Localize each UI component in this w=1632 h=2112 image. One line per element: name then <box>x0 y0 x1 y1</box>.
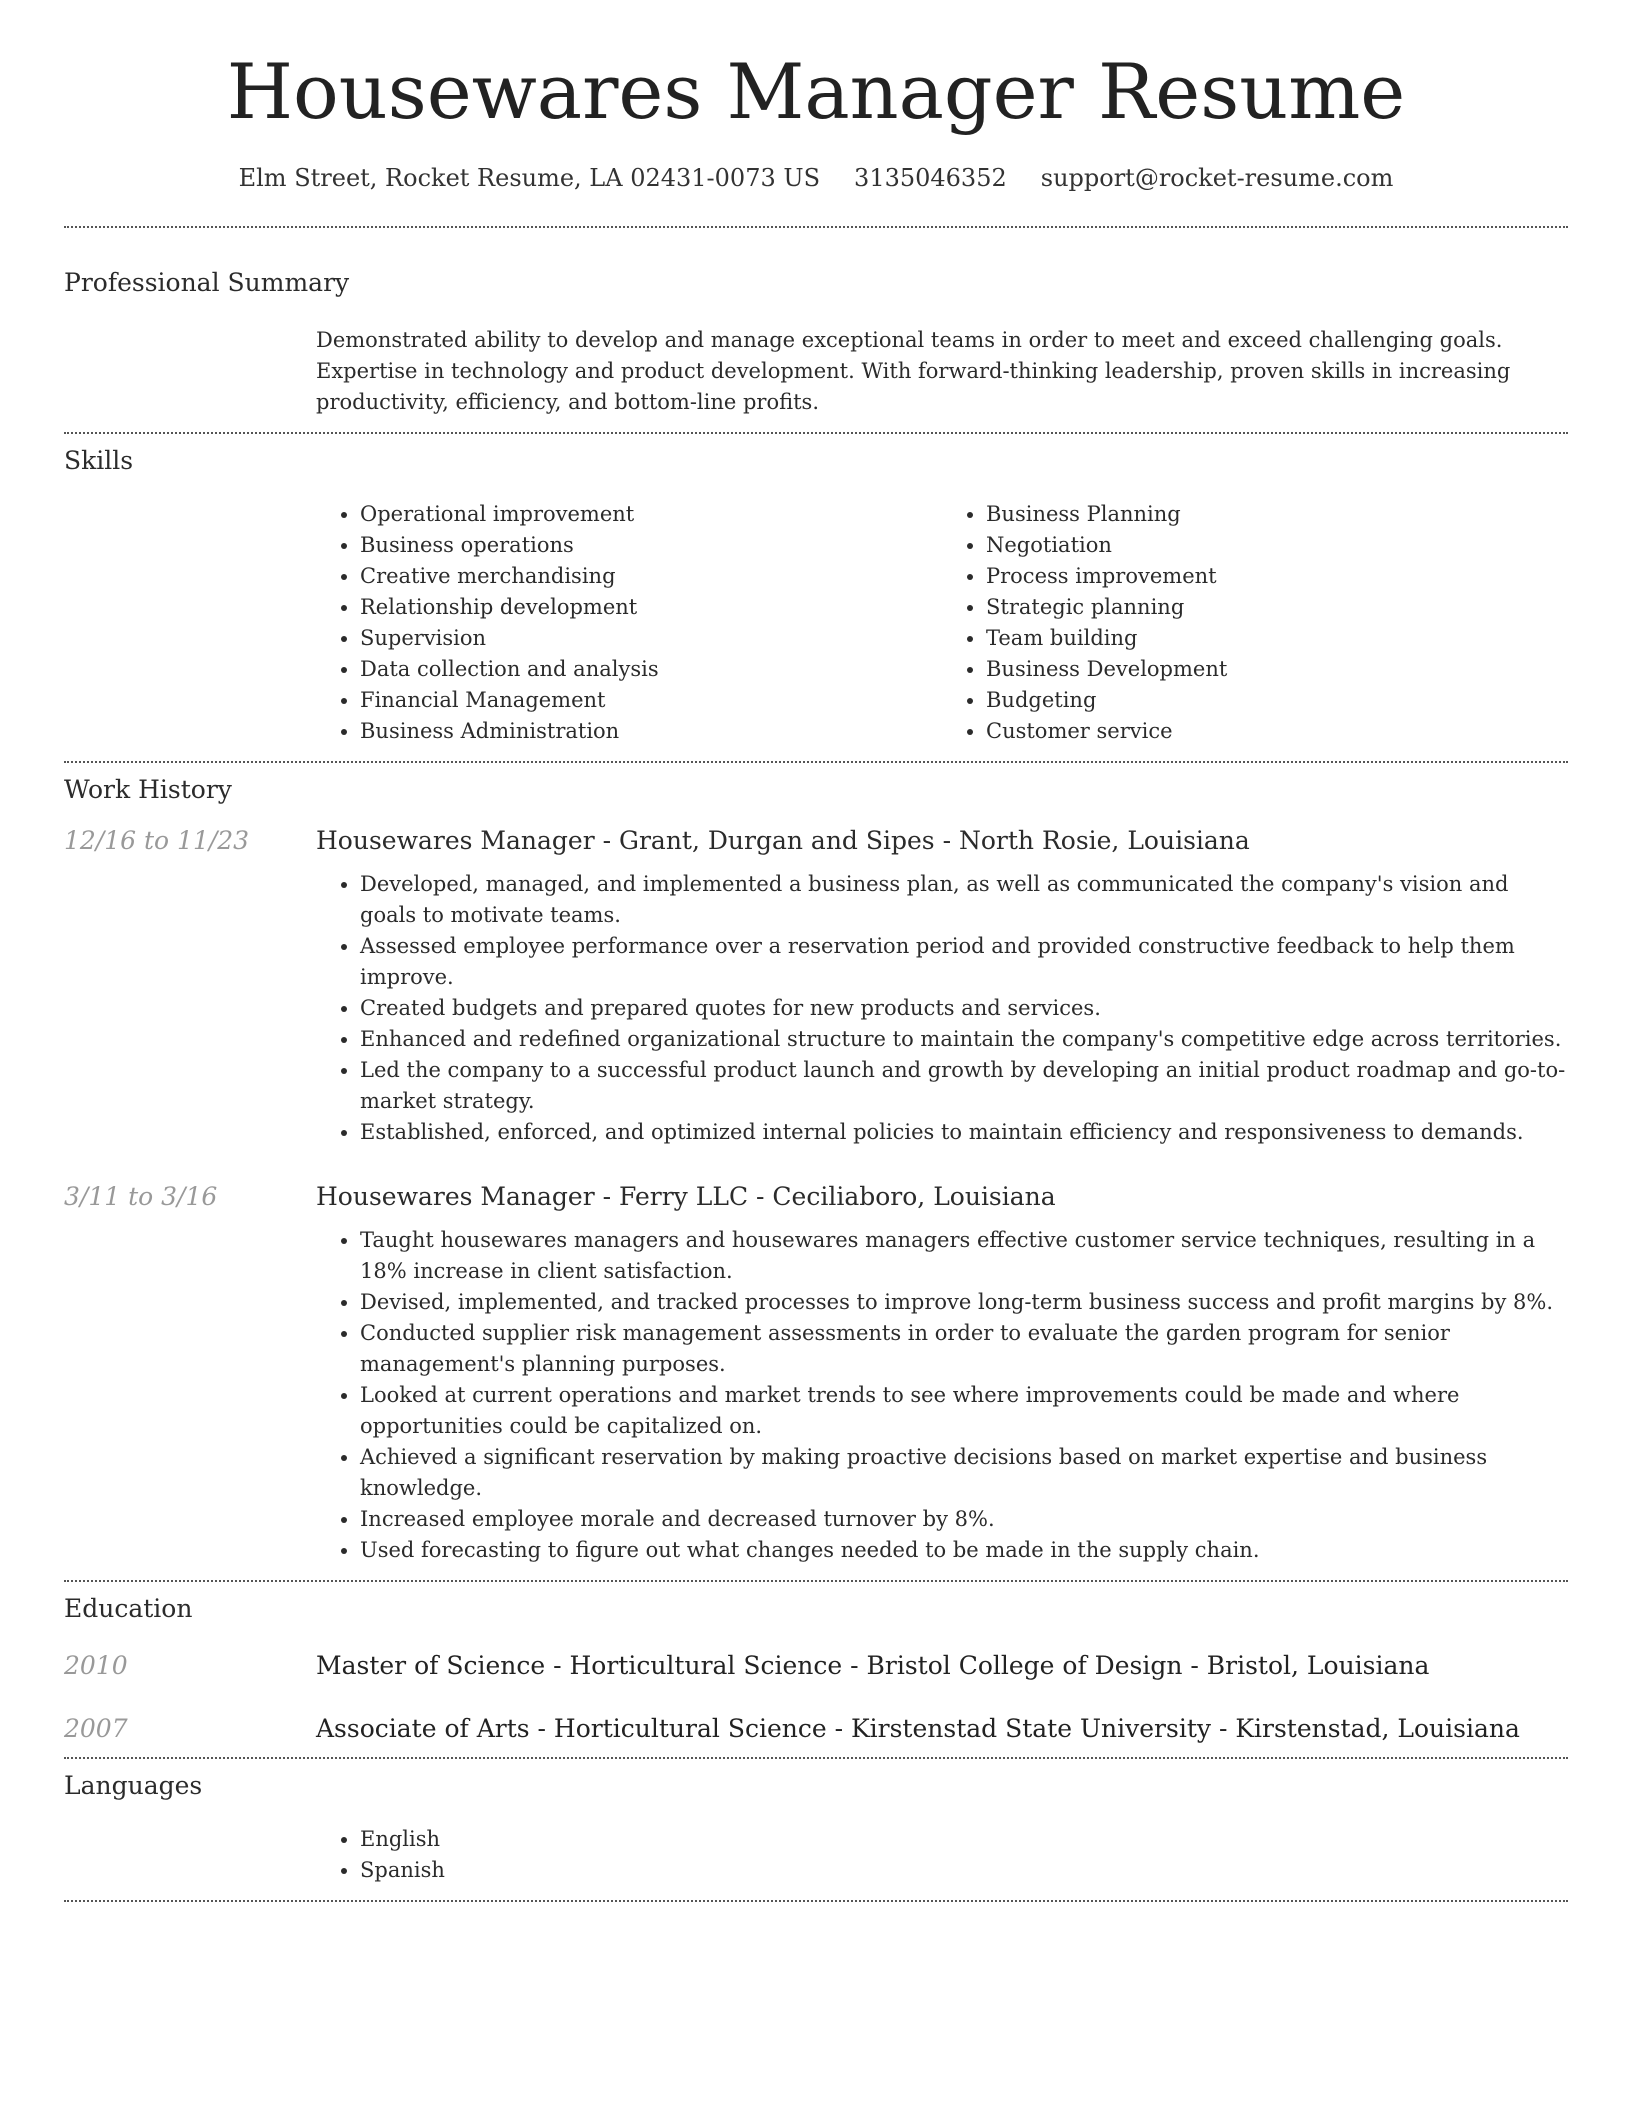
skill-item: • Budgeting <box>986 685 1568 716</box>
education-date: 2007 <box>64 1713 128 1743</box>
skill-item: • Negotiation <box>986 530 1568 561</box>
education-section <box>64 1582 1568 1743</box>
job-bullets <box>316 1225 1568 1566</box>
skills-list-right <box>942 499 1568 747</box>
education-title: Associate of Arts - Horticultural Science - Kirstenstad State University - Kirstenstad, Louisiana <box>316 1713 1520 1743</box>
job-bullets <box>316 869 1568 1148</box>
skill-item: • Creative merchandising <box>360 561 942 592</box>
job-bullet: • Looked at current operations and market trends to see where improvements could be made and where opportunities could be capitalized on. <box>360 1380 1568 1442</box>
education-entry <box>64 1651 1568 1680</box>
language-item: • English <box>360 1824 1568 1855</box>
skill-item: • Process improvement <box>986 561 1568 592</box>
job-bullet: • Increased employee morale and decreased turnover by 8%. <box>360 1504 1568 1535</box>
skill-item: • Business Administration <box>360 716 942 747</box>
skill-item: • Business Planning <box>986 499 1568 530</box>
skills-section <box>64 434 1568 747</box>
section-title-work: Work History <box>64 774 232 804</box>
job-bullet: • Led the company to a successful product launch and growth by developing an initial product roadmap and go-to-market strategy. <box>360 1055 1568 1117</box>
skill-item: • Relationship development <box>360 592 942 623</box>
resume-title: Housewares Manager Resume <box>226 47 1406 136</box>
job-bullet: • Devised, implemented, and tracked processes to improve long-term business success and profit margins by 8%. <box>360 1287 1568 1318</box>
skills-list-left <box>316 499 942 747</box>
job-title: Housewares Manager - Ferry LLC - Ceciliaboro, Louisiana <box>316 1181 1056 1211</box>
job-bullet: • Established, enforced, and optimized internal policies to maintain efficiency and responsiveness to demands. <box>360 1117 1568 1148</box>
section-divider <box>64 1900 1568 1902</box>
job-date: 3/11 to 3/16 <box>64 1181 218 1211</box>
education-date: 2010 <box>64 1650 128 1680</box>
skill-item: • Business operations <box>360 530 942 561</box>
job-bullet: • Achieved a significant reservation by making proactive decisions based on market expertise and business knowledge. <box>360 1442 1568 1504</box>
job-title: Housewares Manager - Grant, Durgan and Sipes - North Rosie, Louisiana <box>316 825 1250 855</box>
job-entry <box>64 1182 1568 1566</box>
job-bullet: • Developed, managed, and implemented a business plan, as well as communicated the company's vision and goals to motivate teams. <box>360 869 1568 931</box>
section-title-education: Education <box>64 1593 193 1623</box>
resume-header <box>64 0 1568 192</box>
job-bullet: • Conducted supplier risk management assessments in order to evaluate the garden program for senior management's planning purposes. <box>360 1318 1568 1380</box>
languages-list <box>316 1824 1568 1886</box>
contact-address: Elm Street, Rocket Resume, LA 02431-0073 US <box>238 163 821 192</box>
work-history-section <box>64 763 1568 1566</box>
skill-item: • Operational improvement <box>360 499 942 530</box>
job-date: 12/16 to 11/23 <box>64 825 250 855</box>
skill-item: • Data collection and analysis <box>360 654 942 685</box>
job-bullet: • Enhanced and redefined organizational structure to maintain the company's competitive edge across territories. <box>360 1024 1568 1055</box>
summary-section <box>64 228 1568 418</box>
job-bullet: • Used forecasting to figure out what changes needed to be made in the supply chain. <box>360 1535 1568 1566</box>
skill-item: • Business Development <box>986 654 1568 685</box>
job-bullet: • Assessed employee performance over a reservation period and provided constructive feedback to help them improve. <box>360 931 1568 993</box>
job-bullet: • Created budgets and prepared quotes for new products and services. <box>360 993 1568 1024</box>
summary-text: Demonstrated ability to develop and manage exceptional teams in order to meet and exceed challenging goals. Expertise in technology and product development. With forward-thinking leadership, proven skills in increasing productivity, efficiency, and bottom-line profits. <box>316 327 1511 414</box>
section-title-summary: Professional Summary <box>64 267 350 297</box>
education-entry <box>64 1714 1568 1743</box>
education-title: Master of Science - Horticultural Science - Bristol College of Design - Bristol, Louisiana <box>316 1650 1430 1680</box>
language-item: • Spanish <box>360 1855 1568 1886</box>
job-entry <box>64 826 1568 1148</box>
contact-email: support@rocket-resume.com <box>1040 163 1394 192</box>
skill-item: • Customer service <box>986 716 1568 747</box>
contact-phone: 3135046352 <box>854 163 1007 192</box>
section-title-skills: Skills <box>64 445 134 475</box>
skill-item: • Strategic planning <box>986 592 1568 623</box>
job-bullet: • Taught housewares managers and housewares managers effective customer service techniques, resulting in a 18% increase in client satisfaction. <box>360 1225 1568 1287</box>
skill-item: • Financial Management <box>360 685 942 716</box>
contact-line <box>64 164 1568 192</box>
languages-section <box>64 1759 1568 1886</box>
skill-item: • Team building <box>986 623 1568 654</box>
skill-item: • Supervision <box>360 623 942 654</box>
section-title-languages: Languages <box>64 1770 203 1800</box>
